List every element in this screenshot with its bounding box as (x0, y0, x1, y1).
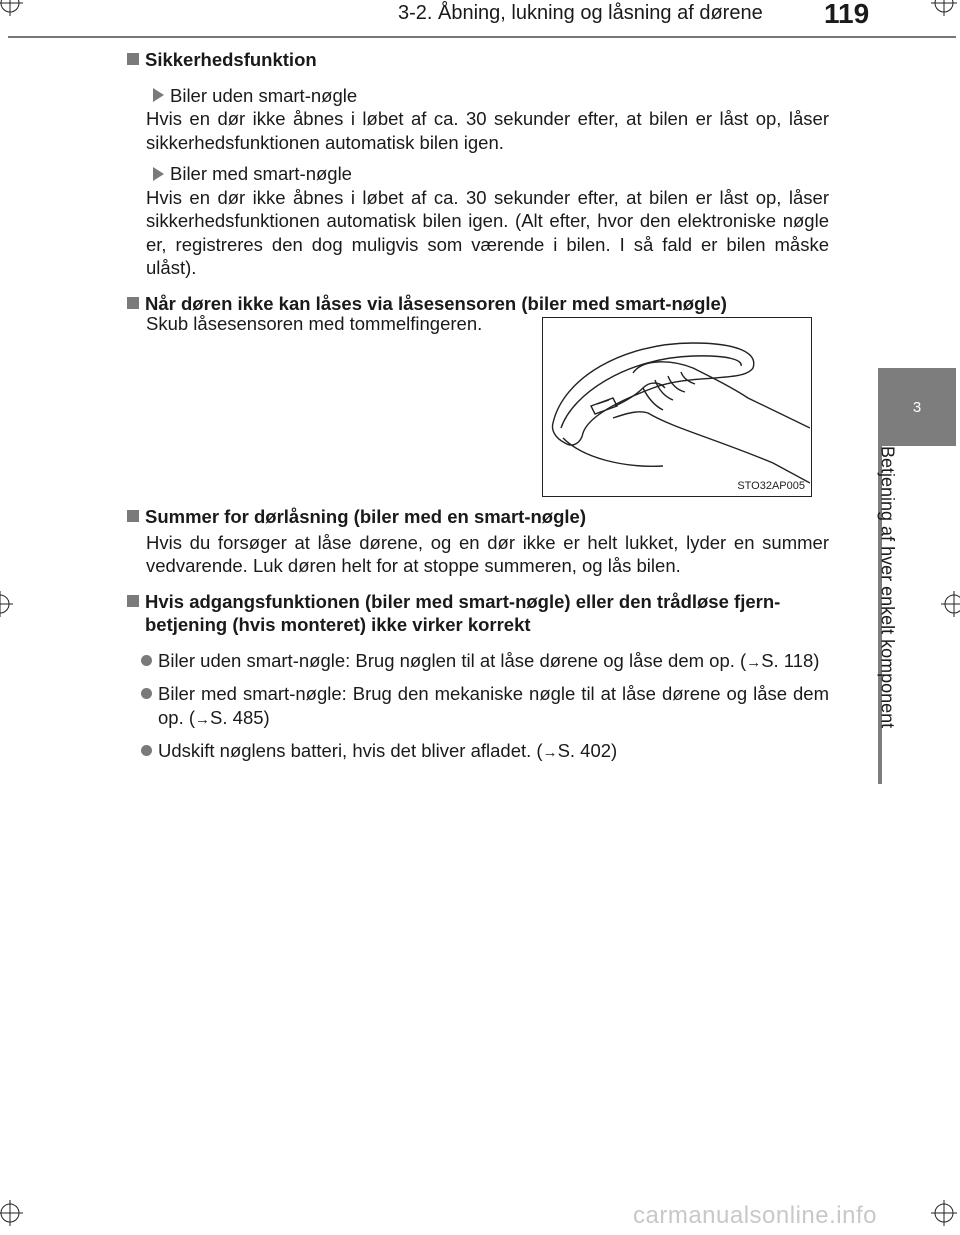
triangle-bullet-icon (153, 88, 164, 102)
square-bullet-icon (127, 510, 139, 522)
registration-mark-icon (931, 0, 957, 16)
page-number: 119 (824, 0, 870, 29)
lock-sensor-illustration (542, 317, 812, 497)
paragraph: Hvis du forsøger at låse dørene, og en dør ikke er helt lukket, lyder en summer vedvarende. Luk døren helt for at stoppe summeren, og lås bilen. (146, 531, 829, 576)
figure-code: STO32AP005 (737, 480, 805, 492)
section-heading: Summer for dørlåsning (biler med en smart-nøgle) (127, 505, 829, 529)
registration-mark-icon (0, 0, 23, 16)
chapter-number: 3 (912, 398, 922, 416)
chapter-tab (878, 368, 956, 446)
arrow-icon: → (195, 710, 211, 728)
arrow-icon: → (542, 744, 558, 761)
square-bullet-icon (127, 297, 139, 309)
section-heading: Hvis adgangsfunktionen (biler med smart-nøgle) eller den trådløse fjern-betjening (hvis monteret) ikke virker korrekt (127, 590, 829, 637)
header-rule (8, 36, 956, 38)
arrow-icon: → (746, 653, 762, 671)
paragraph: Hvis en dør ikke åbnes i løbet af ca. 30 sekunder efter, at bilen er låst op, låser sikkerhedsfunktionen automatisk bilen igen. (146, 108, 829, 153)
list-item: Biler uden smart-nøgle: Brug nøglen til at låse dørene og låse dem op. (→S. 118) (141, 649, 829, 675)
list-item: Udskift nøglens batteri, hvis det bliver afladet. (→S. 402) (141, 739, 829, 765)
paragraph: Hvis en dør ikke åbnes i løbet af ca. 30 sekunder efter, at bilen er låst op, låser sikkerhedsfunktionen automatisk bilen igen. (Alt efter, hvor den elektroniske nøgle er, registreres den dog muligvis som værende i bilen. I så fald er bilen måske ulåst). (146, 186, 829, 278)
registration-mark-icon (0, 591, 13, 617)
door-handle-illustration (543, 318, 810, 495)
subheading: Biler med smart-nøgle (153, 162, 829, 186)
instruction-text: Skub låsesensoren med tommelfingeren. (146, 313, 483, 334)
chapter-title: Betjening af hver enkelt komponent (877, 446, 898, 729)
registration-mark-icon (941, 591, 960, 617)
section-header: 3-2. Åbning, lukning og låsning af dørene (398, 2, 763, 24)
round-bullet-icon (141, 688, 152, 699)
round-bullet-icon (141, 745, 152, 756)
list-item: Biler med smart-nøgle: Brug den mekaniske nøgle til at låse dørene og låse dem op. (→S. 485) (141, 682, 829, 731)
square-bullet-icon (127, 53, 139, 65)
registration-mark-icon (931, 1200, 957, 1226)
section-heading: Når døren ikke kan låses via låsesensoren (biler med smart-nøgle) (127, 292, 829, 316)
section-heading: Sikkerhedsfunktion (127, 48, 829, 72)
square-bullet-icon (127, 595, 139, 607)
registration-mark-icon (0, 1200, 23, 1226)
round-bullet-icon (141, 655, 152, 666)
subheading: Biler uden smart-nøgle (153, 84, 829, 108)
triangle-bullet-icon (153, 167, 164, 181)
watermark: carmanualsonline.info (633, 1202, 877, 1229)
